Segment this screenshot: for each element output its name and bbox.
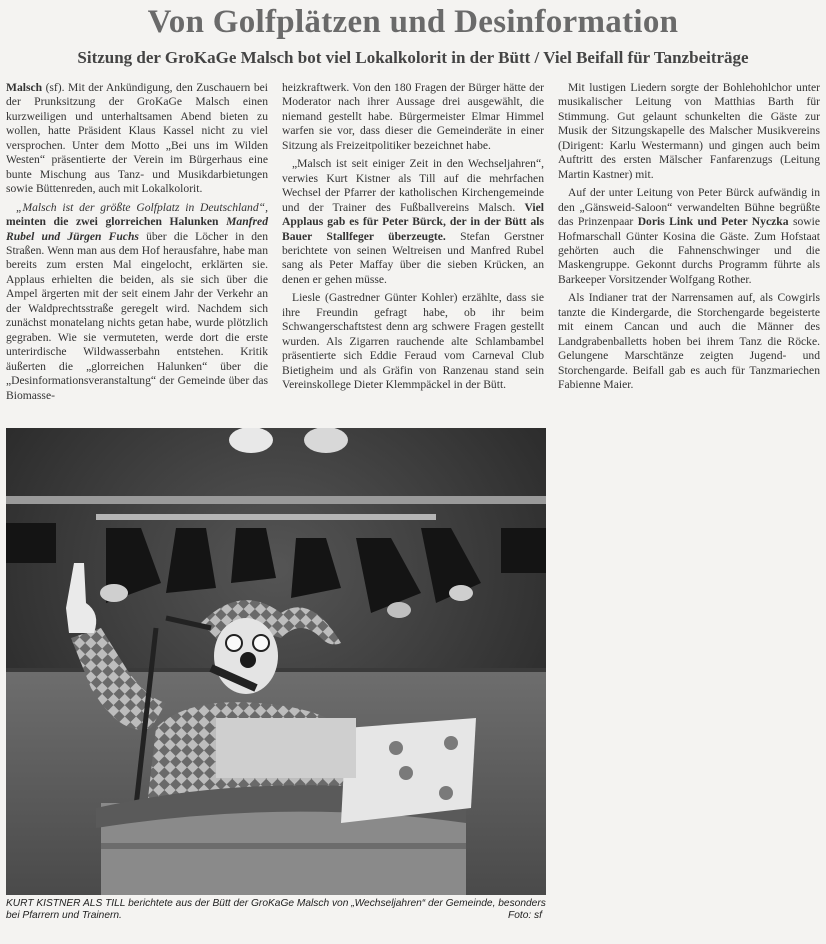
paragraph-text: (sf). Mit der Ankündigung, den Zuschauern bei der Prunksitzung der GroKaGe Malsch einen kurzweiligen und unterhaltsamen Abend bieten zu wollen, hatte Präsident Klaus Kassel nicht zu viel versprochen. Unter dem Motto „Bei uns im Wilden Westen“ präsentierte der Verein im Bürgerhaus eine bunte Mischung aus Tanz- und Musikdarbietungen sowie Büttenreden, auch mit Lokalkolorit. [6,81,268,196]
article-column-1 [6,81,268,407]
name-text: Manfred Rubel und Jürgen Fuchs [6,215,268,243]
photo-caption [6,898,546,922]
emphasis-text: Doris Link und Peter Nyczka [637,215,789,229]
emphasis-text: Viel Applaus gab es für Peter Bürck, der in der Bütt als Bauer Stallfeger überzeugte. [282,200,544,243]
emphasis-text: meinten die zwei glorreichen Halunken [6,215,227,229]
paragraph-text: Stefan Gerstner berichtete von seinen Weltreisen und Manfred Rubel sang als Peter Maffay über die sieben Krücken, an denen er gehen müsse. [282,229,544,286]
caption-lead: KURT KISTNER ALS TILL [6,898,126,909]
paragraph: Liesle (Gastredner Günter Kohler) erzählte, dass sie ihre Freundin gefragt habe, ob ihr beim Schwangerschaftstest denn arg schwere Fragen gestellt wurden. Als Zigarren rauchende alte Schlambambel präsentierte sich Eddie Feraud vom Carneval Club Bietigheim und als Gräfin von Ranzenau stand sein Vereinskollege Dieter Klemmpäckel in der Bütt. [282,291,544,392]
paragraph [6,201,268,403]
paragraph: Mit lustigen Liedern sorgte der Bohlehohlchor unter musikalischer Leitung von Matthias Barth für Stimmung. Gut gelaunt schunkelten die Gäste zur Musik der Sitzungskapelle des Malscher Musikvereins (Dirigent: Karlu Westermann) und gingen auch beim Auftritt des ersten Mälscher Fanfarenzugs (Leitung Martin Kastner) mit. [558,81,820,181]
photo-credit: Foto: sf [508,910,542,921]
paragraph: heizkraftwerk. Von den 180 Fragen der Bürger hätte der Moderator nach ihrer Aussage drei ausgewählt, die niemand gestellt habe. Bürgermeister Elmar Himmel warfen sie vor, dass dieser die Gemeinderäte in einer Sitzung als Freizeitpolitiker bezeichnet habe. [282,81,544,152]
paragraph-text: Auf der unter Leitung von Peter Bürck aufwändig in den „Gänsweid-Saloon“ verwandelten Bühne begrüßte das Prinzenpaar [558,186,820,229]
article-column-2 [282,81,544,397]
paragraph-text: „Malsch ist seit einiger Zeit in den Wechseljahren“, verwies Kurt Kistner als Till auf die mehrfachen Wechsel der Pfarrer der katholischen Kirchengemeinde und der Trainer des Fußballvereins Malsch. [282,157,544,214]
headline: Von Golfplätzen und Desinformation [147,4,679,40]
dateline: Malsch [6,81,43,94]
caption-text: berichtete aus der Bütt der GroKaGe Malsch von „Wechseljahren“ der Gemeinde, besonders bei Pfarrern und Trainern. [6,898,546,921]
quote-text: „Malsch ist der größte Golfplatz in Deutschland“, [16,200,268,214]
article-column-3 [558,81,820,397]
subheadline: Sitzung der GroKaGe Malsch bot viel Lokalkolorit in der Bütt / Viel Beifall für Tanzbeiträge [77,48,749,67]
paragraph-text: sowie Hofmarschall Günter Kosina die Gäste. Zum Hofstaat gehörten auch die Fahnenschwinger und die Maskengruppe. Gekonnt durchs Programm führte als Barkeeper Vorsitzender Wolfgang Rother. [558,215,821,286]
paragraph [6,81,268,197]
paragraph [282,157,544,287]
paragraph: Als Indianer trat der Narrensamen auf, als Cowgirls tanzte die Kindergarde, die Storchengarde begeisterte mit einem Cancan und auch die Männer des Landgrabenballetts hoben bei ihrem Tanz die Röcke. Gelungene Marschtänze zeigten Jugend- und Storchengarde. Beifall gab es auch für Tanzmariechen Fabienne Maier. [558,291,820,392]
paragraph [558,186,820,287]
article-photo [6,428,546,895]
paragraph-text: über die Löcher in den Straßen. Wenn man aus dem Hof herausfahre, habe man bereits zum ersten Mal eingelocht, erklärten sie. Applaus erhielten die beiden, als sie sich über die Ampel ärgerten mit der seit einem Jahr der Verkehr an der Waldprechtsstraße geregelt wird. Nachdem sich zunächst monatelang nichts getan habe, wurde plötzlich gegraben. Wie sie vermuteten, werde dort die erste unterirdische Wildwasserbahn entstehen. Kritik äußerten die „glorreichen Halunken“ über die „Desinformationsveranstaltung“ der Gemeinde über das Biomasse- [6,229,269,402]
photo-illustration [6,428,546,895]
